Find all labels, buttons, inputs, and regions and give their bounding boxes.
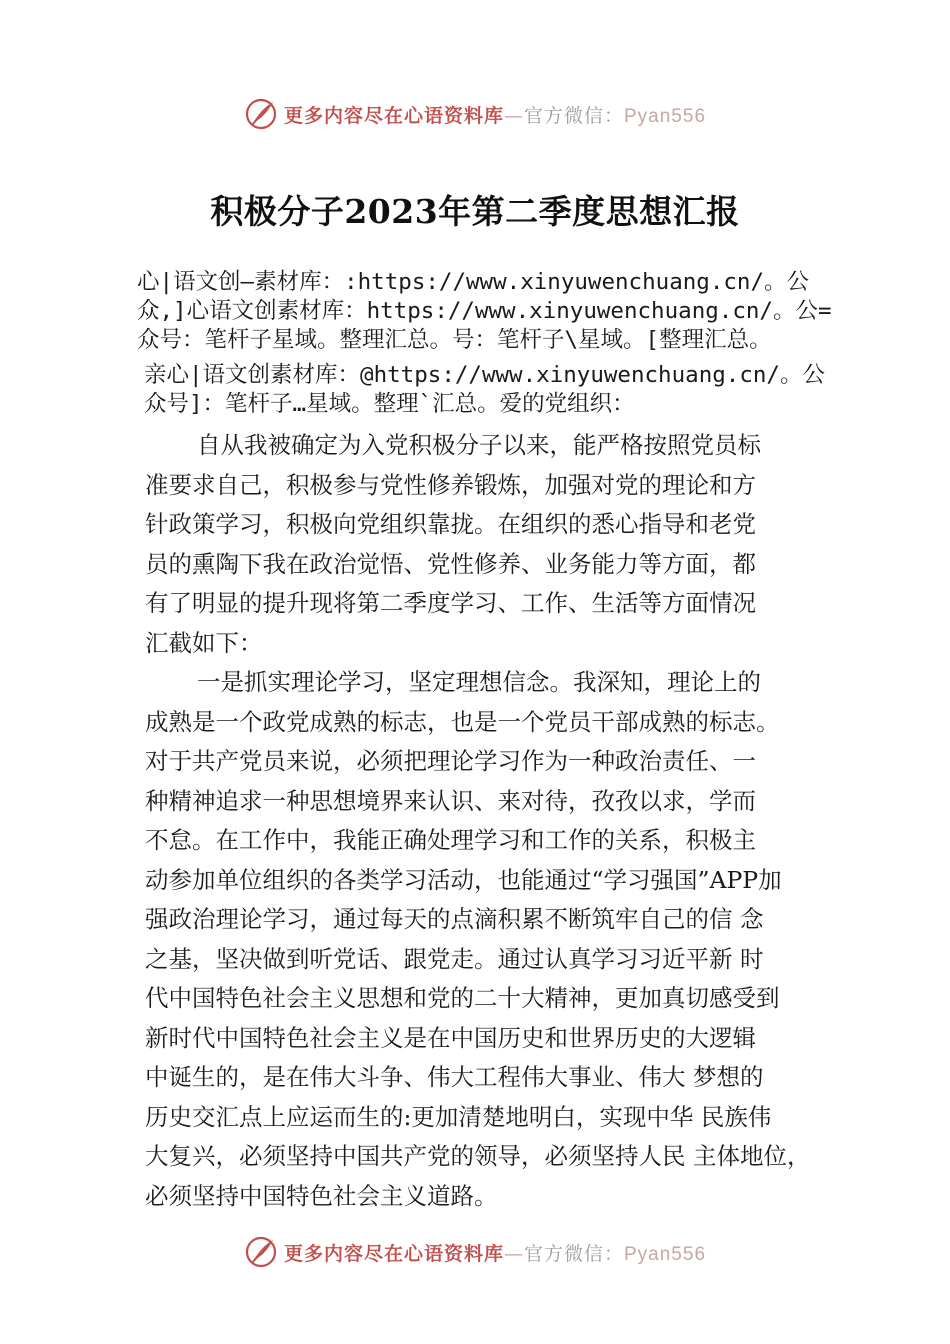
feather-quill-logo <box>244 1235 278 1269</box>
header-banner <box>0 94 950 134</box>
paragraph-line: 历史交汇点上应运而生的:更加清楚地明白，实现中华 民族伟 <box>145 1102 772 1131</box>
banner-text: 更多内容尽在心语资料库 <box>283 104 504 127</box>
source-notice-line: 众,]心语文创素材库：https://www.xinyuwenchuang.cn/。公= <box>137 298 832 324</box>
paragraph-line: 动参加单位组织的各类学习活动，也能通过“学习强国”APP加 <box>145 865 782 894</box>
paragraph-line: 必须坚持中国特色社会主义道路。 <box>145 1181 498 1210</box>
document-title: 积极分子2023年第二季度思想汇报 <box>210 192 740 231</box>
source-notice-line: 众号]：笔杆子…星域。整理`汇总。爱的党组织： <box>144 391 635 417</box>
footer-banner <box>0 1232 950 1272</box>
banner-wechat-label: 官方微信： <box>523 1242 624 1265</box>
paragraph-line: 成熟是一个政党成熟的标志，也是一个党员干部成熟的标志。 <box>145 707 780 736</box>
banner-dash: — <box>503 1242 524 1265</box>
paragraph-line: 一是抓实理论学习，坚定理想信念。我深知，理论上的 <box>197 668 761 696</box>
source-notice-block-b <box>144 361 864 419</box>
paragraph-line: 代中国特色社会主义思想和党的二十大精神，更加真切感受到 <box>145 984 780 1012</box>
paragraph-line: 强政治理论学习，通过每天的点滴积累不断筑牢自己的信 念 <box>145 905 764 933</box>
source-notice-line: 心|语文创—素材库：:https://www.xinyuwenchuang.cn/。公 <box>137 269 810 295</box>
paragraph-line: 不怠。在工作中，我能正确处理学习和工作的关系，积极主 <box>145 826 756 854</box>
paragraph-line: 新时代中国特色社会主义是在中国历史和世界历史的大逻辑 <box>145 1023 756 1052</box>
paragraph-line: 准要求自己，积极参与党性修养锻炼，加强对党的理论和方 <box>145 470 756 499</box>
paragraph-line: 针政策学习，积极向党组织靠拢。在组织的悉心指导和老党 <box>145 510 756 538</box>
feather-quill-logo <box>244 97 278 131</box>
paragraph-line: 之基，坚决做到听党话、跟党走。通过认真学习习近平新 时 <box>145 944 764 973</box>
paragraph-line: 自从我被确定为入党积极分子以来，能严格按照党员标 <box>197 431 761 459</box>
paragraph-line: 员的熏陶下我在政治觉悟、党性修养、业务能力等方面，都 <box>145 549 756 578</box>
banner-text: 更多内容尽在心语资料库 <box>283 1242 504 1265</box>
paragraph-line: 种精神追求一种思想境界来认识、来对待，孜孜以求，学而 <box>145 786 756 815</box>
source-notice-block-a <box>137 268 857 355</box>
paragraph-line: 中诞生的，是在伟大斗争、伟大工程伟大事业、伟大 梦想的 <box>145 1063 764 1091</box>
paragraph-line: 有了明显的提升现将第二季度学习、工作、生活等方面情况 <box>145 589 756 617</box>
source-notice-line: 亲心|语文创素材库：@https://www.xinyuwenchuang.cn/。公 <box>144 362 825 388</box>
banner-message <box>284 101 706 128</box>
paragraph-line: 对于共产党员来说，必须把理论学习作为一种政治责任、一 <box>145 747 756 775</box>
paragraph-line: 汇截如下： <box>145 628 263 657</box>
paragraph-intro <box>145 426 845 663</box>
paragraph-theory-study <box>145 663 845 1216</box>
banner-wechat-label: 官方微信： <box>523 104 624 127</box>
source-notice-line: 众号：笔杆子星域。整理汇总。号：笔杆子\星域。[整理汇总。 <box>137 327 772 353</box>
banner-message <box>284 1239 706 1266</box>
banner-handle: Pyan556 <box>624 1243 707 1265</box>
paragraph-line: 大复兴，必须坚持中国共产党的领导，必须坚持人民 主体地位， <box>145 1142 811 1170</box>
banner-handle: Pyan556 <box>624 105 707 127</box>
banner-dash: — <box>503 104 524 127</box>
